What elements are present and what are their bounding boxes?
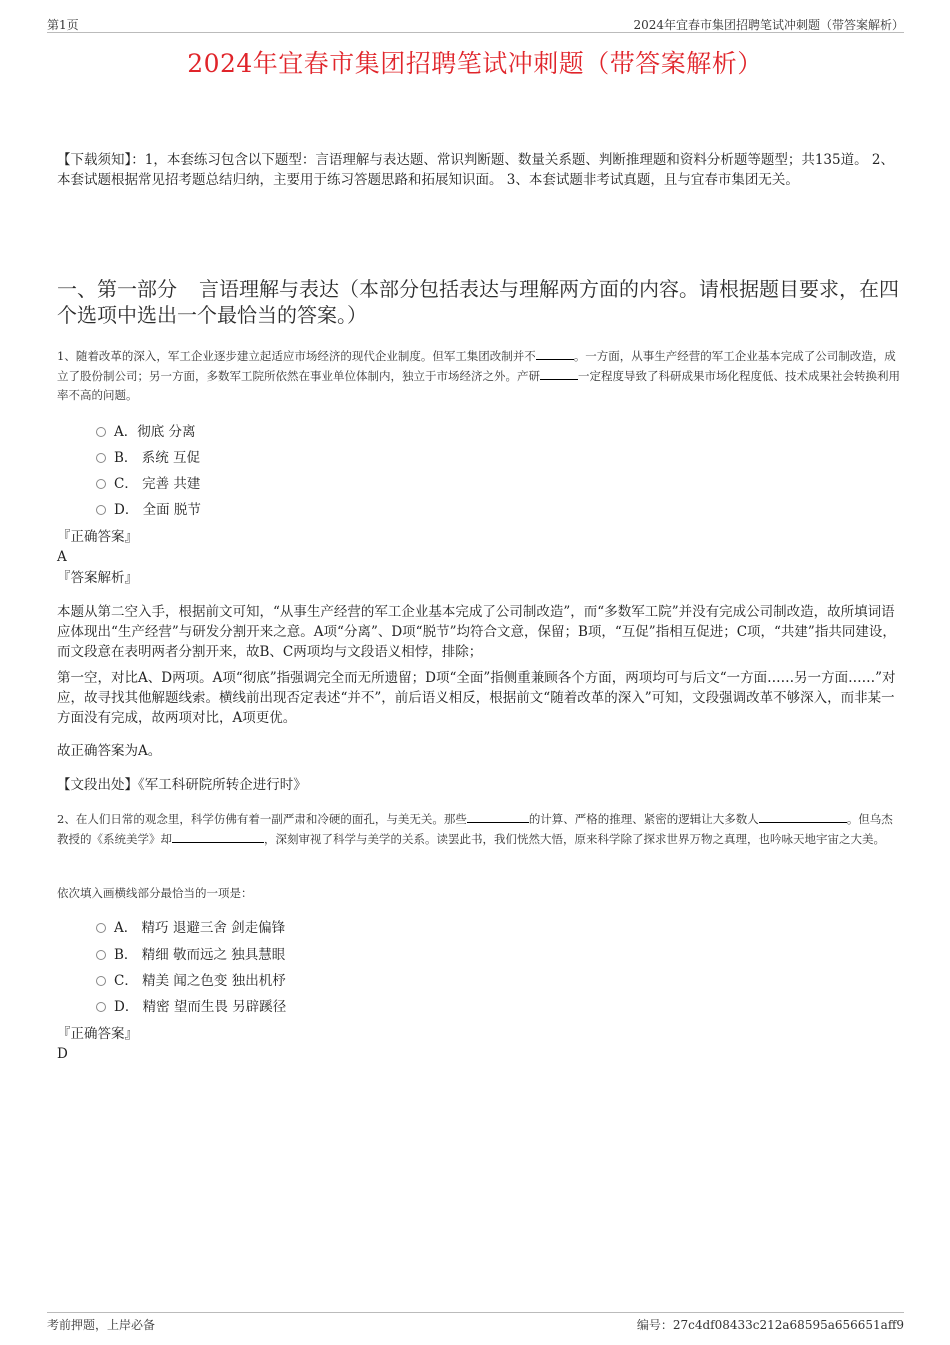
- answer-blank: [540, 366, 578, 380]
- q1-analysis-label: 『答案解析』: [57, 570, 138, 586]
- answer-blank: [172, 829, 264, 843]
- radio-icon[interactable]: [96, 976, 106, 986]
- page-number: 第1页: [47, 18, 79, 32]
- q1-option-a[interactable]: A．彻底 分离: [96, 422, 196, 442]
- radio-icon[interactable]: [96, 923, 106, 933]
- q2-option-d[interactable]: D． 精密 望而生畏 另辟蹊径: [96, 997, 286, 1017]
- q1-source: 【文段出处】《军工科研院所转企进行时》: [57, 777, 307, 793]
- q1-option-d[interactable]: D． 全面 脱节: [96, 500, 201, 520]
- answer-blank: [536, 346, 574, 360]
- q1-option-b[interactable]: B． 系统 互促: [96, 448, 200, 468]
- answer-blank: [759, 809, 847, 823]
- radio-icon[interactable]: [96, 479, 106, 489]
- page-header: [47, 14, 904, 33]
- header-doc-title: 2024年宜春市集团招聘笔试冲刺题（带答案解析）: [633, 18, 904, 32]
- q1-option-c[interactable]: C． 完善 共建: [96, 474, 200, 494]
- document-id: 编号：27c4df08433c212a68595a656651aff9: [636, 1318, 904, 1332]
- q1-analysis-paragraph: 第一空，对比A、D两项。A项“彻底”指强调完全而无所遗留；D项“全面”指侧重兼顾各个方面，两项均可与后文“一方面……另一方面……”对应，故寻找其他解题线索。横线前出现否定表述“并不”，前后语义相反，根据前文“随着改革的深入”可知，文段强调改革不够深入，而非某一方面没有完成，故两项对比，A项更优。: [57, 670, 896, 726]
- radio-icon[interactable]: [96, 453, 106, 463]
- q1-analysis-paragraph: 本题从第二空入手，根据前文可知，“从事生产经营的军工企业基本完成了公司制改造”，而“多数军工院”并没有完成公司制改造，故所填词语应体现出“生产经营”与研发分割开来之意。A项“分离”、D项“脱节”均符合文意，保留；B项，“互促”指相互促进；C项，“共建”指共同建设，而文段意在表明两者分割开来，故B、C两项均与文段语义相悖，排除；: [57, 604, 896, 660]
- q2-answer-label: 『正确答案』: [57, 1026, 138, 1042]
- question-2-stem: 2、在人们日常的观念里，科学仿佛有着一副严肃和冷硬的面孔，与美无关。那些 的计算、严格的推理、紧密的逻辑让大多数人 。但乌杰教授的《系统美学》却 ，深刻审视了科学与美学的关系。读罢此书，我们恍然大悟，原来科学除了探求世界万物之真理，也吟咏天地宇宙之大美。: [57, 809, 902, 849]
- answer-blank: [467, 809, 529, 823]
- radio-icon[interactable]: [96, 950, 106, 960]
- q1-answer-label: 『正确答案』: [57, 529, 138, 545]
- radio-icon[interactable]: [96, 505, 106, 515]
- footer-slogan: 考前押题，上岸必备: [47, 1318, 156, 1332]
- q1-conclusion: 故正确答案为A。: [57, 743, 162, 759]
- page-footer: [47, 1312, 904, 1333]
- download-notice: 【下载须知】：1，本套练习包含以下题型：言语理解与表达题、常识判断题、数量关系题、判断推理题和资料分析题等题型；共135道。 2、本套试题根据常见招考题总结归纳，主要用于练习答题思路和拓展知识面。 3、本套试题非考试真题，且与宜春市集团无关。: [57, 152, 894, 188]
- section-number: 一、第一部分: [57, 277, 177, 301]
- q1-answer: A: [57, 549, 67, 565]
- document-title: 2024年宜春市集团招聘笔试冲刺题（带答案解析）: [187, 49, 763, 78]
- radio-icon[interactable]: [96, 1002, 106, 1012]
- question-2-prompt: 依次填入画横线部分最恰当的一项是：: [57, 886, 253, 900]
- section-description: 言语理解与表达（本部分包括表达与理解两方面的内容。请根据题目要求，在四个选项中选出一个最恰当的答案。）: [57, 277, 899, 327]
- q2-option-b[interactable]: B． 精细 敬而远之 独具慧眼: [96, 945, 285, 965]
- q2-option-a[interactable]: A． 精巧 退避三舍 剑走偏锋: [96, 918, 285, 938]
- q2-option-c[interactable]: C． 精美 闻之色变 独出机杼: [96, 971, 286, 991]
- section-heading: [57, 276, 902, 328]
- q2-answer: D: [57, 1046, 68, 1062]
- question-1-stem: 1、随着改革的深入，军工企业逐步建立起适应市场经济的现代企业制度。但军工集团改制并不 。一方面，从事生产经营的军工企业基本完成了公司制改造，成立了股份制公司；另一方面，多数军工院所依然在事业单位体制内，独立于市场经济之外。产研 一定程度导致了科研成果市场化程度低、技术成果社会转换利用率不高的问题。: [57, 346, 902, 405]
- radio-icon[interactable]: [96, 427, 106, 437]
